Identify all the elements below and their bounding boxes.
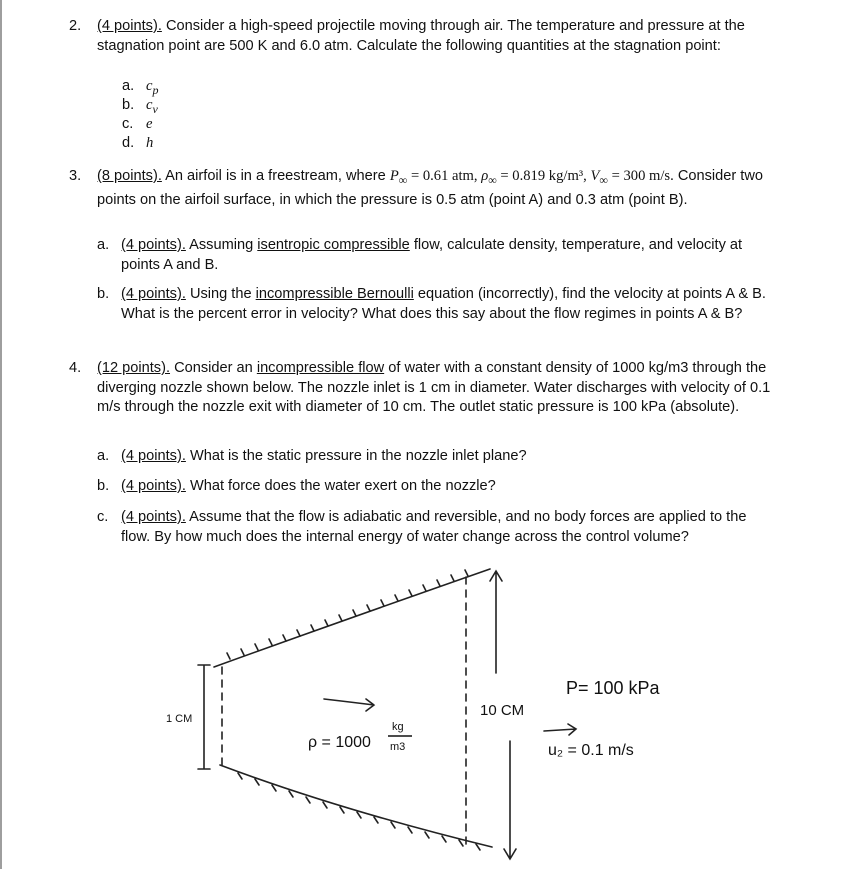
velocity-label: u₂ = 0.1 m/s	[548, 742, 634, 759]
q4-part-c: c. (4 points). Assume that the flow is adiabatic and reversible, and no body forces are applied to the flow. By how much does the internal energy of water change across the control volume?	[97, 509, 747, 545]
nozzle-figure	[160, 555, 700, 867]
outlet-dimension-arrow-up	[490, 571, 502, 673]
question-2	[69, 17, 775, 56]
points-label: (4 points).	[121, 478, 186, 494]
points-label: (4 points).	[121, 509, 186, 525]
page-left-edge	[0, 0, 2, 869]
velocity-arrow	[544, 724, 576, 735]
question-text: Consider a high-speed projectile moving through air. The temperature and pressure at the stagnation point are 500 K and 6.0 atm. Calculate the following quantities at the stagnation point:	[97, 18, 745, 54]
inlet-label: 1 CM	[166, 713, 193, 725]
q2-item-d: d. h	[122, 135, 154, 151]
q4-part-a: a. (4 points). What is the static pressure in the nozzle inlet plane?	[97, 448, 527, 464]
question-3: 3. (8 points). An airfoil is in a freestream, where $P_\infty = 0.61$ atm, $\rho_\infty = 0.819$ kg/m³, $V_\infty = 300$ m/s. Consider two points on the airfoil surface, in which the pressure is 0.5 atm (point A) and 0.3 atm (point B).	[69, 168, 763, 208]
q2-item-c: c. e	[122, 116, 153, 132]
symbol-h: h	[146, 135, 154, 151]
density-unit-numerator: kg	[392, 721, 404, 733]
symbol-e: e	[146, 116, 153, 132]
density-equation: ρ = 1000	[308, 734, 371, 751]
q3-part-b: b. (4 points). Using the incompressible Bernoulli equation (incorrectly), find the velocity at points A & B. What is the percent error in velocity? What does this say about the flow regimes in points A & B?	[97, 286, 766, 322]
outlet-dimension-arrow-down	[504, 741, 516, 859]
question-4: 4. (12 points). Consider an incompressible flow of water with a constant density of 1000 kg/m3 through the diverging nozzle shown below. The nozzle inlet is 1 cm in diameter. Water discharges with velocity of 0.1 m/s through the nozzle exit with diameter of 10 cm. The outlet static pressure is 100 kPa (absolute).	[69, 360, 771, 416]
density-unit-denominator: m3	[390, 741, 406, 753]
q2-item-a: a. $c_p$	[122, 78, 159, 97]
symbol-cp: $c_p$	[146, 78, 159, 97]
top-wall-hatching	[227, 570, 468, 659]
outlet-label: 10 CM	[480, 702, 525, 719]
points-label: (8 points).	[97, 168, 162, 184]
nozzle-bottom-wall	[220, 765, 492, 847]
points-label: (12 points).	[97, 360, 171, 376]
pressure-label: P= 100 kPa	[566, 678, 660, 698]
points-label: (4 points).	[121, 448, 186, 464]
q3-part-a: a. (4 points). Assuming isentropic compressible flow, calculate density, temperature, and velocity at points A and B.	[97, 237, 743, 273]
points-label: (4 points).	[97, 18, 162, 34]
question-number: 4.	[69, 360, 82, 376]
inlet-dimension	[198, 665, 210, 769]
flow-arrow	[324, 699, 374, 711]
question-number: 2.	[69, 18, 82, 34]
points-label: (4 points).	[121, 286, 186, 302]
question-number: 3.	[69, 168, 82, 184]
question-text: Consider two points on the airfoil surface, in which the pressure is 0.5 atm (point A) and 0.3 atm (point B).	[97, 168, 763, 208]
q4-part-b: b. (4 points). What force does the water exert on the nozzle?	[97, 478, 496, 494]
nozzle-top-wall	[214, 569, 490, 667]
symbol-cv: $c_v$	[146, 97, 158, 116]
q2-item-b: b. $c_v$	[122, 97, 158, 116]
points-label: (4 points).	[121, 237, 186, 253]
